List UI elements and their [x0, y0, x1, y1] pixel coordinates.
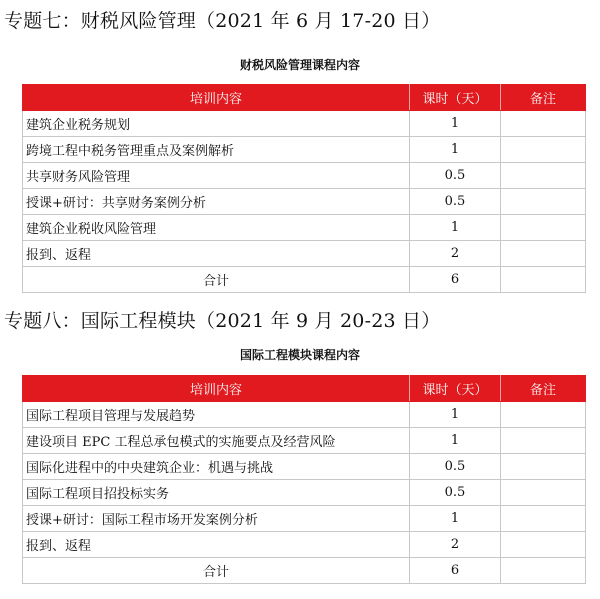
table-row [23, 480, 586, 506]
cell-days: 0.5 [410, 163, 501, 189]
cell-total-label: 合计 [23, 558, 410, 584]
cell-content: 建设项目 EPC 工程总承包模式的实施要点及经营风险 [23, 428, 410, 454]
cell-note [501, 163, 586, 189]
table-row [23, 506, 586, 532]
table-caption-topic8: 国际工程模块课程内容 [239, 348, 360, 362]
cell-note [501, 402, 586, 428]
table-row [23, 532, 586, 558]
cell-days: 0.5 [410, 454, 501, 480]
header-note: 备注 [501, 85, 586, 111]
cell-content: 建筑企业税务规划 [23, 111, 410, 137]
cell-content: 国际工程项目管理与发展趋势 [23, 402, 410, 428]
course-table-topic7 [22, 84, 586, 293]
cell-note [501, 241, 586, 267]
table-total-row [23, 267, 586, 293]
cell-total-label: 合计 [23, 267, 410, 293]
header-days: 课时（天） [410, 376, 501, 402]
cell-content: 报到、返程 [23, 532, 410, 558]
cell-days: 1 [410, 402, 501, 428]
cell-days: 1 [410, 111, 501, 137]
cell-content: 共享财务风险管理 [23, 163, 410, 189]
header-content: 培训内容 [23, 85, 410, 111]
cell-note [501, 215, 586, 241]
cell-note [501, 454, 586, 480]
header-days: 课时（天） [410, 85, 501, 111]
table-header-row [23, 85, 586, 111]
cell-content: 授课+研讨：共享财务案例分析 [23, 189, 410, 215]
cell-content: 国际化进程中的中央建筑企业：机遇与挑战 [23, 454, 410, 480]
cell-note [501, 428, 586, 454]
table-row [23, 402, 586, 428]
cell-days: 0.5 [410, 189, 501, 215]
table-header-row [23, 376, 586, 402]
table-row [23, 215, 586, 241]
cell-total-note [501, 267, 586, 293]
table-row [23, 189, 586, 215]
section-title-topic8: 专题八：国际工程模块（2021 年 9 月 20-23 日） [4, 310, 441, 332]
cell-content: 国际工程项目招投标实务 [23, 480, 410, 506]
cell-content: 建筑企业税收风险管理 [23, 215, 410, 241]
table-row [23, 454, 586, 480]
table-row [23, 137, 586, 163]
cell-note [501, 506, 586, 532]
header-note: 备注 [501, 376, 586, 402]
table-row [23, 428, 586, 454]
cell-days: 1 [410, 506, 501, 532]
cell-total-note [501, 558, 586, 584]
table-row [23, 111, 586, 137]
table-caption-topic7: 财税风险管理课程内容 [239, 58, 360, 72]
cell-days: 1 [410, 215, 501, 241]
cell-days: 1 [410, 137, 501, 163]
cell-days: 1 [410, 428, 501, 454]
course-table-topic8 [22, 375, 586, 584]
section-title-topic7: 专题七：财税风险管理（2021 年 6 月 17-20 日） [4, 10, 441, 32]
cell-note [501, 532, 586, 558]
cell-total-days: 6 [410, 558, 501, 584]
cell-days: 2 [410, 241, 501, 267]
cell-days: 2 [410, 532, 501, 558]
header-content: 培训内容 [23, 376, 410, 402]
cell-content: 授课+研讨：国际工程市场开发案例分析 [23, 506, 410, 532]
cell-content: 报到、返程 [23, 241, 410, 267]
cell-note [501, 189, 586, 215]
table-row [23, 163, 586, 189]
cell-note [501, 111, 586, 137]
table-row [23, 241, 586, 267]
cell-days: 0.5 [410, 480, 501, 506]
cell-note [501, 137, 586, 163]
cell-content: 跨境工程中税务管理重点及案例解析 [23, 137, 410, 163]
table-total-row [23, 558, 586, 584]
cell-note [501, 480, 586, 506]
cell-total-days: 6 [410, 267, 501, 293]
